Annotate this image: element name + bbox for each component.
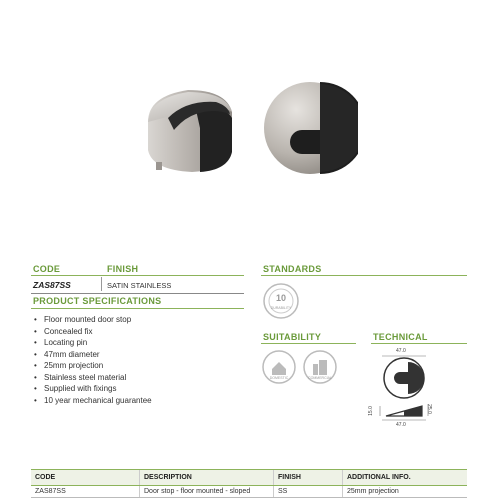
- list-item: • 47mm diameter: [34, 349, 234, 361]
- suitability-label: SUITABILITY: [263, 332, 322, 342]
- table-cell: SS: [274, 486, 343, 498]
- technical-label: TECHNICAL: [373, 332, 428, 342]
- finish-label: FINISH: [107, 264, 139, 274]
- table-header-finish: FINISH: [274, 470, 343, 486]
- durability-badge: [262, 282, 300, 320]
- header-rule-mid: [31, 293, 244, 294]
- technical-right-dim: 25.0: [425, 404, 432, 414]
- commercial-badge: [302, 349, 338, 385]
- product-image-top: [262, 80, 358, 176]
- domestic-badge-text: DOMESTIC: [269, 376, 289, 380]
- technical-bottom-dim: 47.0: [396, 422, 406, 428]
- code-label: CODE: [33, 264, 61, 274]
- durability-badge-text: DURABILITY: [270, 306, 292, 310]
- column-divider: [101, 277, 102, 291]
- technical-left-dim: 15.0: [367, 406, 374, 416]
- product-image-side: [140, 78, 240, 178]
- technical-drawing: [367, 348, 462, 430]
- specs-rule: [31, 308, 244, 309]
- table-header-code: CODE: [31, 470, 140, 486]
- list-item: • Floor mounted door stop: [34, 314, 234, 326]
- table-row: [31, 486, 467, 498]
- technical-top-dim: 47.0: [396, 348, 406, 354]
- technical-rule: [371, 343, 467, 344]
- feature-list: [34, 314, 234, 406]
- product-table: [31, 469, 467, 498]
- suitability-rule: [261, 343, 356, 344]
- table-cell: Door stop - floor mounted - sloped: [140, 486, 274, 498]
- standards-rule: [261, 275, 467, 276]
- product-specs-label: PRODUCT SPECIFICATIONS: [33, 296, 162, 306]
- table-header-description: DESCRIPTION: [140, 470, 274, 486]
- list-item: • Locating pin: [34, 337, 234, 349]
- table-cell: ZAS87SS: [31, 486, 140, 498]
- list-item: • 25mm projection: [34, 360, 234, 372]
- commercial-badge-text: COMMERCIAL: [308, 376, 332, 380]
- list-item: • Stainless steel material: [34, 372, 234, 384]
- finish-value: SATIN STAINLESS: [107, 281, 172, 290]
- table-header-additional-info: ADDITIONAL INFO.: [343, 470, 468, 486]
- list-item: • 10 year mechanical guarantee: [34, 395, 234, 407]
- table-cell: 25mm projection: [343, 486, 468, 498]
- durability-badge-number: 10: [275, 293, 286, 303]
- header-rule-top: [31, 275, 244, 276]
- code-value: ZAS87SS: [33, 280, 71, 290]
- domestic-badge: [261, 349, 297, 385]
- list-item: • Supplied with fixings: [34, 383, 234, 395]
- list-item: • Concealed fix: [34, 326, 234, 338]
- standards-label: STANDARDS: [263, 264, 322, 274]
